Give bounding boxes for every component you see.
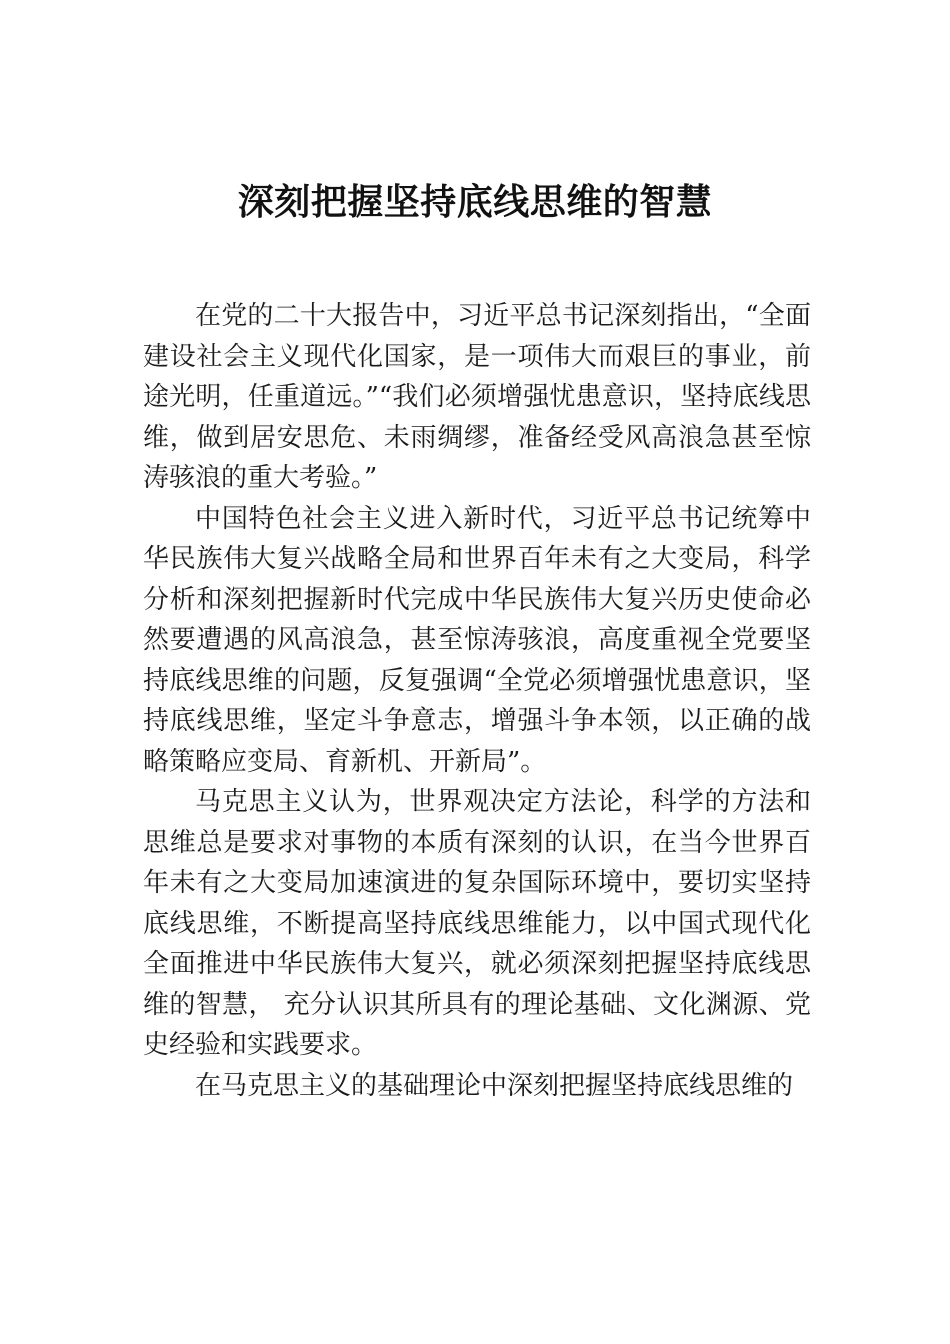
paragraph-3: 马克思主义认为，世界观决定方法论，科学的方法和思维总是要求对事物的本质有深刻的认识，在当今世界百年未有之大变局加速演进的复杂国际环境中，要切实坚持底线思维，不断提高坚持底线思维能力，以中国式现代化全面推进中华民族伟大复兴，就必须深刻把握坚持底线思维的智慧， 充分认识其所具有的理论基础、文化渊源、党史经验和实践要求。 bbox=[143, 787, 811, 1060]
paragraph-2: 中国特色社会主义进入新时代，习近平总书记统筹中华民族伟大复兴战略全局和世界百年未有之大变局，科学分析和深刻把握新时代完成中华民族伟大复兴历史使命必然要遭遇的风高浪急，甚至惊涛骇浪，高度重视全党要坚持底线思维的问题，反复强调“全党必须增强忧患意识，坚持底线思维，坚定斗争意志，增强斗争本领，以正确的战略策略应变局、育新机、开新局”。 bbox=[143, 503, 811, 777]
paragraph-4: 在马克思主义的基础理论中深刻把握坚持底线思维的 bbox=[195, 1070, 794, 1101]
paragraph-1: 在党的二十大报告中，习近平总书记深刻指出，“全面建设社会主义现代化国家，是一项伟大而艰巨的事业，前途光明，任重道远。”“我们必须增强忧患意识，坚持底线思维，做到居安思危、未雨绸缪，准备经受风高浪急甚至惊涛骇浪的重大考验。” bbox=[143, 301, 811, 493]
document-title: 深刻把握坚持底线思维的智慧 bbox=[237, 181, 713, 223]
document-body bbox=[143, 296, 811, 1106]
